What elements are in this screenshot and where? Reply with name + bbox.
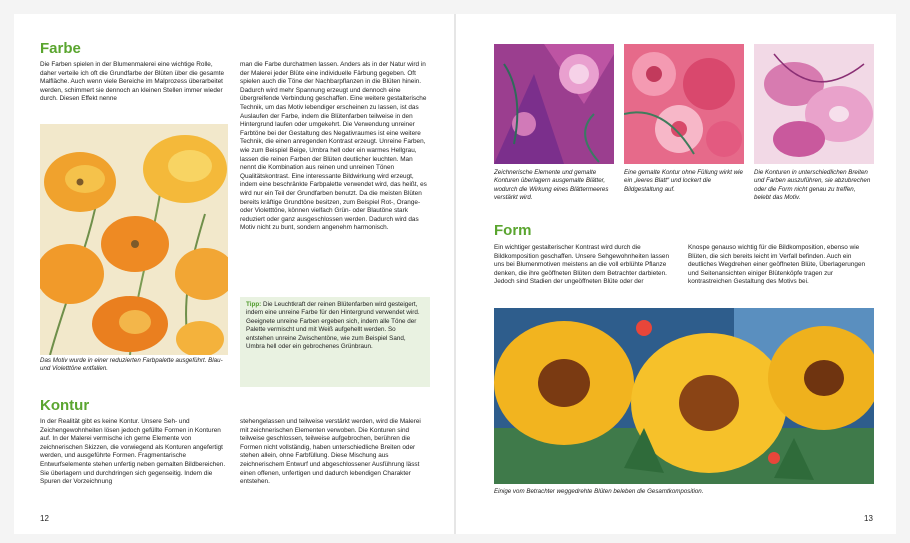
thumb-caption-2: Eine gemalte Kontur ohne Füllung wirkt wie ein „leeres Blatt“ und lockert die Bildgestaltung auf. <box>624 169 744 193</box>
tip-label: Tipp: <box>246 301 262 308</box>
form-text-col2: Knospe genauso wichtig für die Bildkomposition, ebenso wie Blüten, die sich bereits leicht im Verfall befinden. Auch ein deutliches Wegdrehen einer geöffneten Blüte, Überlagerungen und Seitenansichten einiger Blütenköpfe tragen zur kontrastreichen Gestaltung des Motivs bei. <box>688 244 866 286</box>
page-number-left: 12 <box>40 514 49 523</box>
heading-form: Form <box>494 222 532 239</box>
sunflower-caption: Einige vom Betrachter weggedrehte Blüten beleben die Gesamtkomposition. <box>494 488 704 495</box>
farbe-text-col2: man die Farbe durchatmen lassen. Anders als in der Natur wird in der Malerei jeder Blüte eine individuelle Färbung gegeben. Oft spielen auch die Töne der Nachbarpflanzen in die Blüten hinein. Dadurch wird mehr Spannung erzeugt und dennoch eine übergreifende Verbindung geschaffen. Eine weitere gestalterische Technik, um das Motiv lebendiger erscheinen zu lassen, ist das Auslaufen der Farbe, indem die Blütenfarben teilweise in den Hintergrund laufen oder umgekehrt. Die Verwendung unreiner Farbtöne bei der Gestaltung des Negativraumes ist eine weitere Technik, die einen anregenden Kontrast erzeugt. Unreine Farben, wie zum Beispiel Beige, Umbra hell oder ein warmes Hellgrau, lassen die reinen Farben der Blüten deutlicher leuchten. Man nennt die Kombination aus reinen und unreinen Tönen Qualitätskontrast. Eine interessante Bildwirkung wird erzeugt, indem eine beschränkte Farbpalette verwendet wird, das heißt, es wird nur ein Teil der Grundfarben benutzt. Da die meisten Blüten bereits kräftige Grundtöne besitzen, zum Beispiel Rot-, Orange- oder Violetttöne, können vielfach Grün- oder Blautöne stark reduziert oder ganz ausgeschlossen werden. Dadurch wird das Motiv nicht zu bunt, sondern angenehm harmonisch. <box>240 61 427 232</box>
kontur-text-col2: stehengelassen und teilweise verstärkt werden, wird die Malerei mit zeichnerischen Elementen verwoben. Die Konturen sind teilweise geschlossen, teilweise aufgebrochen, berühren die Formen nicht vollständig, haben unterschiedliche Breiten oder stehen allein, ohne Farbfüllung. Diese Mischung aus zeichnerischem Entwurf und abgeschlossener Ausführung lässt einen offenen, unfertigen und dadurch lebendigen Charakter entstehen. <box>240 418 421 486</box>
farbe-text-col1: Die Farben spielen in der Blumenmalerei eine wichtige Rolle, daher verteile ich oft die Grundfarbe der Blüten über die gesamte Malfläche. Auch wenn viele Bereiche im Malprozess überarbeitet werden, schimmert sie dennoch an kleinen Stellen immer wieder durch. Diesen Effekt nenne <box>40 61 225 103</box>
tip-text: Die Leuchtkraft der reinen Blütenfarben wird gesteigert, indem eine unreine Farbe für den Hintergrund verwendet wird. Geeignete unreine Farben ergeben sich, indem alle Töne der Palette vermischt und mit Weiß aufgehellt werden. So entstehen unreine Zwischentöne, wie zum Beispiel Sand, Umbra hell oder ein gebrochenes Grünbraun. <box>246 301 420 351</box>
thumb-image-1 <box>494 44 614 164</box>
sunflower-painting-image <box>494 308 874 484</box>
heading-kontur: Kontur <box>40 397 90 414</box>
tip-box <box>240 297 430 387</box>
thumb-caption-3: Die Konturen in unterschiedlichen Breiten und Farben auszuführen, sie abzubrechen oder die Form nicht genau zu treffen, belebt das Motiv. <box>754 169 871 201</box>
left-page <box>14 14 454 534</box>
form-text-col1: Ein wichtiger gestalterischer Kontrast wird durch die Bildkomposition geschaffen. Unsere Sehgewohnheiten lassen uns bei Blumenmotiven meistens an die voll erblühte Pflanze denken, die ihre geöffneten Blüten dem Betrachter darbieten. Jedoch sind Stadien der ungeöffneten Blüte oder der <box>494 244 670 286</box>
heading-farbe: Farbe <box>40 40 81 57</box>
poppy-painting-image <box>40 124 228 355</box>
right-page <box>456 14 896 534</box>
page-number-right: 13 <box>864 514 873 523</box>
poppy-image-caption: Das Motiv wurde in einer reduzierten Farbpalette ausgeführt. Blau- und Violetttöne entfallen. <box>40 357 223 373</box>
thumb-image-3 <box>754 44 874 164</box>
kontur-text-col1: In der Realität gibt es keine Kontur. Unsere Seh- und Zeichengewohnheiten lösen jedoch gefüllte Formen in Konturen auf. In der Malerei vermische ich gerne Elemente von zeichnerischen Skizzen, die vorwiegend als Konturen angefertigt werden, und ausgeführte Formen. Fragmentarische Entwurfselemente stehen unfertig neben gemalten Bildbereichen. Sie überlagern und durchdringen sich gegenseitig. Indem die Spuren der Vorzeichnung <box>40 418 226 486</box>
thumb-image-2 <box>624 44 744 164</box>
thumb-caption-1: Zeichnerische Elemente und gemalte Konturen überlagern ausgemalte Blätter, wodurch die Wirkung eines Blättermeeres verstärkt wird. <box>494 169 609 201</box>
